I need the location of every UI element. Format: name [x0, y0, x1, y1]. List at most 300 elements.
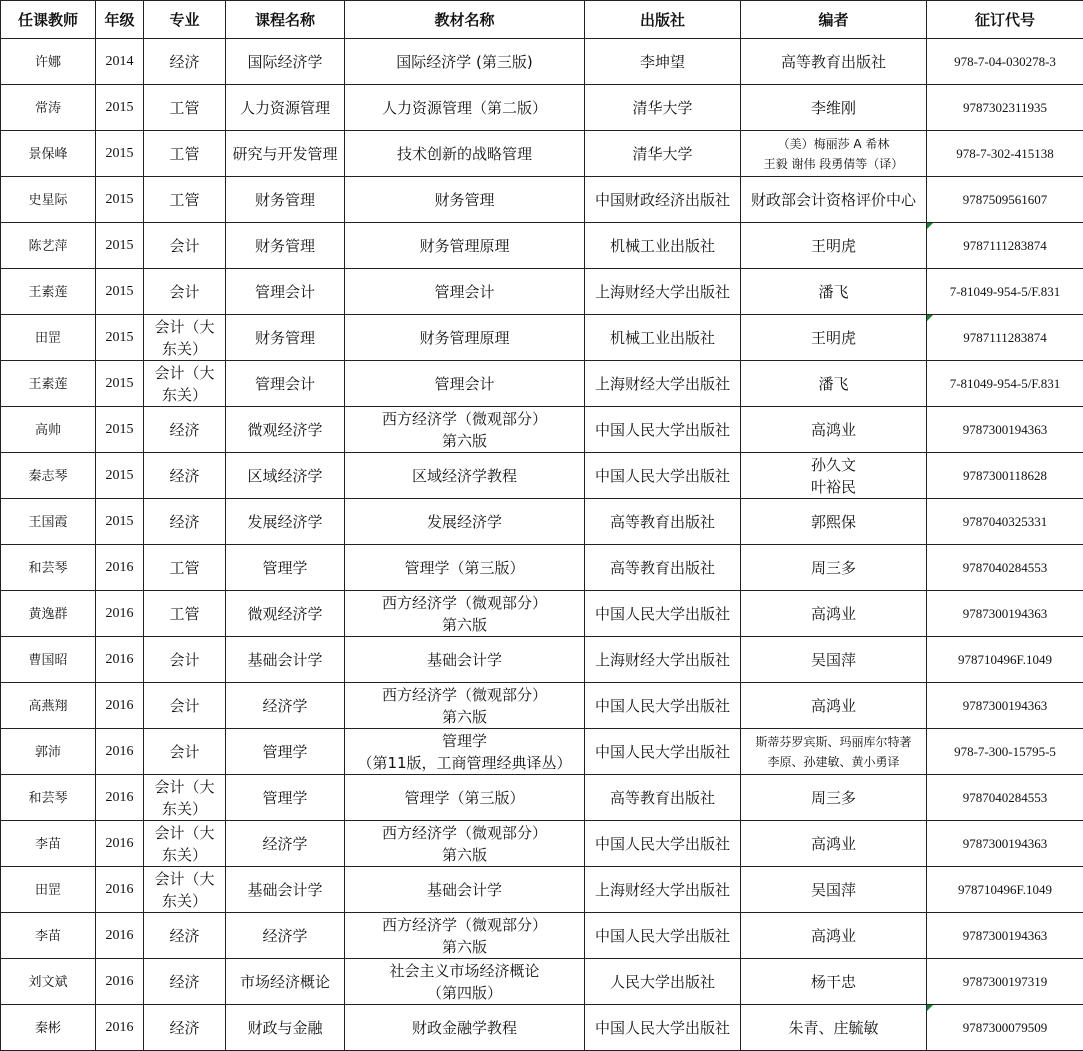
- cell-course: [226, 39, 345, 85]
- cell-grade-text: 2015: [105, 99, 134, 115]
- header-course: 课程名称: [226, 1, 345, 39]
- cell-course: [226, 1005, 345, 1051]
- cell-major-text: 会计（大 东关）: [154, 777, 215, 818]
- cell-teacher-text: 陈艺萍: [28, 237, 68, 253]
- cell-course: [226, 637, 345, 683]
- cell-course-text: 市场经济概论: [239, 972, 330, 991]
- cell-publisher: [585, 821, 741, 867]
- cell-major: [144, 821, 226, 867]
- cell-textbook-text: 国际经济学 (第三版): [396, 52, 533, 71]
- cell-textbook-text: 财政金融学教程: [411, 1018, 517, 1037]
- cell-teacher-text: 和芸琴: [28, 559, 68, 575]
- cell-author-text: 王明虎: [810, 236, 856, 255]
- comment-marker-icon: [927, 1005, 933, 1011]
- cell-textbook: [345, 959, 585, 1005]
- cell-teacher-text: 李苗: [34, 835, 61, 851]
- cell-course: [226, 959, 345, 1005]
- cell-order-code-text: 9787300194363: [962, 605, 1048, 621]
- cell-grade: [96, 545, 144, 591]
- cell-publisher: [585, 591, 741, 637]
- cell-major: [144, 85, 226, 131]
- table-row: [1, 591, 1083, 637]
- cell-author: [741, 223, 927, 269]
- cell-author-text: 高鸿业: [810, 926, 856, 945]
- cell-grade-text: 2016: [105, 881, 134, 897]
- cell-publisher-text: 中国人民大学出版社: [594, 742, 730, 761]
- cell-order-code-text: 978-7-300-15795-5: [954, 743, 1056, 759]
- cell-publisher-text: 中国人民大学出版社: [594, 466, 730, 485]
- cell-major-text: 会计: [169, 236, 200, 255]
- cell-course-text: 研究与开发管理: [232, 144, 338, 163]
- cell-teacher-text: 王国霞: [28, 513, 68, 529]
- cell-major-text: 工管: [169, 190, 200, 209]
- cell-teacher-text: 田罡: [34, 329, 61, 345]
- cell-teacher: [1, 867, 96, 913]
- cell-author-text: 杨干忠: [810, 972, 856, 991]
- cell-teacher-text: 王素莲: [28, 375, 68, 391]
- comment-marker-icon: [927, 315, 933, 321]
- cell-course: [226, 177, 345, 223]
- cell-grade-text: 2016: [105, 835, 134, 851]
- cell-publisher: [585, 223, 741, 269]
- cell-order-code-text: 978710496F.1049: [958, 651, 1052, 667]
- cell-order-code-text: 9787300194363: [962, 697, 1048, 713]
- cell-author: [741, 959, 927, 1005]
- cell-grade-text: 2015: [105, 145, 134, 161]
- cell-author-text: 郭熙保: [810, 512, 856, 531]
- cell-textbook: [345, 85, 585, 131]
- cell-course: [226, 407, 345, 453]
- cell-publisher: [585, 637, 741, 683]
- cell-course: [226, 591, 345, 637]
- cell-teacher-text: 田罡: [34, 881, 61, 897]
- cell-major: [144, 545, 226, 591]
- cell-major-text: 工管: [169, 558, 200, 577]
- cell-teacher: [1, 453, 96, 499]
- cell-grade: [96, 499, 144, 545]
- cell-teacher: [1, 591, 96, 637]
- cell-order-code-text: 9787302311935: [962, 99, 1048, 115]
- cell-teacher-text: 高帅: [34, 421, 61, 437]
- cell-major: [144, 637, 226, 683]
- table-row: [1, 131, 1083, 177]
- cell-course: [226, 683, 345, 729]
- cell-textbook-text: 技术创新的战略管理: [396, 144, 532, 163]
- cell-publisher-text: 高等教育出版社: [609, 558, 715, 577]
- cell-grade-text: 2015: [105, 375, 134, 391]
- cell-order-code: [927, 39, 1083, 85]
- cell-order-code: [927, 683, 1083, 729]
- cell-textbook-text: 西方经济学（微观部分） 第六版: [381, 823, 547, 864]
- cell-major-text: 经济: [169, 52, 200, 71]
- cell-grade: [96, 177, 144, 223]
- cell-order-code-text: 7-81049-954-5/F.831: [949, 375, 1061, 391]
- cell-publisher-text: 中国人民大学出版社: [594, 604, 730, 623]
- header-author: 编者: [741, 1, 927, 39]
- cell-publisher-text: 李坤望: [639, 52, 685, 71]
- cell-grade: [96, 131, 144, 177]
- cell-textbook-text: 西方经济学（微观部分） 第六版: [381, 685, 547, 726]
- cell-grade: [96, 39, 144, 85]
- cell-textbook-text: 管理学（第三版）: [404, 558, 525, 577]
- table-row: [1, 453, 1083, 499]
- cell-grade-text: 2016: [105, 651, 134, 667]
- cell-author: [741, 407, 927, 453]
- cell-publisher: [585, 407, 741, 453]
- cell-grade: [96, 1005, 144, 1051]
- cell-order-code: [927, 1005, 1083, 1051]
- cell-author-text: 斯蒂芬罗宾斯、玛丽库尔特著 李原、孙建敏、黄小勇译: [755, 734, 912, 769]
- cell-author-text: 高等教育出版社: [780, 52, 886, 71]
- cell-teacher: [1, 315, 96, 361]
- cell-publisher-text: 上海财经大学出版社: [594, 880, 730, 899]
- cell-grade: [96, 361, 144, 407]
- cell-major: [144, 453, 226, 499]
- cell-grade-text: 2016: [105, 973, 134, 989]
- cell-major-text: 经济: [169, 512, 200, 531]
- table-row: [1, 407, 1083, 453]
- cell-grade-text: 2015: [105, 237, 134, 253]
- cell-textbook-text: 西方经济学（微观部分） 第六版: [381, 409, 547, 450]
- cell-author-text: 吴国萍: [810, 650, 856, 669]
- cell-author-text: 潘飞: [818, 282, 849, 301]
- table-row: [1, 85, 1083, 131]
- cell-order-code: [927, 361, 1083, 407]
- cell-course-text: 经济学: [262, 926, 308, 945]
- header-major: 专业: [144, 1, 226, 39]
- cell-author: [741, 591, 927, 637]
- cell-order-code-text: 9787300118628: [962, 467, 1048, 483]
- cell-author-text: 高鸿业: [810, 420, 856, 439]
- table-row: [1, 545, 1083, 591]
- cell-course-text: 经济学: [262, 834, 308, 853]
- cell-order-code: [927, 177, 1083, 223]
- cell-teacher-text: 李苗: [34, 927, 61, 943]
- cell-grade-text: 2015: [105, 283, 134, 299]
- cell-grade-text: 2016: [105, 559, 134, 575]
- cell-major-text: 会计（大 东关）: [154, 317, 215, 358]
- table-row: [1, 177, 1083, 223]
- cell-teacher: [1, 499, 96, 545]
- cell-author-text: 财政部会计资格评价中心: [750, 190, 916, 209]
- cell-grade: [96, 223, 144, 269]
- cell-author: [741, 85, 927, 131]
- cell-major: [144, 867, 226, 913]
- table-row: [1, 959, 1083, 1005]
- cell-order-code: [927, 591, 1083, 637]
- cell-grade: [96, 269, 144, 315]
- cell-grade-text: 2016: [105, 605, 134, 621]
- cell-major-text: 工管: [169, 144, 200, 163]
- cell-publisher: [585, 545, 741, 591]
- cell-publisher: [585, 39, 741, 85]
- cell-textbook-text: 基础会计学: [426, 880, 502, 899]
- cell-teacher: [1, 269, 96, 315]
- cell-order-code-text: 9787111283874: [963, 329, 1047, 345]
- cell-textbook-text: 西方经济学（微观部分） 第六版: [381, 915, 547, 956]
- cell-major: [144, 499, 226, 545]
- cell-publisher: [585, 85, 741, 131]
- table-row: [1, 821, 1083, 867]
- table-row: [1, 315, 1083, 361]
- cell-order-code: [927, 821, 1083, 867]
- table-row: [1, 729, 1083, 775]
- cell-author-text: 孙久文 叶裕民: [810, 455, 856, 496]
- cell-author: [741, 453, 927, 499]
- cell-major: [144, 269, 226, 315]
- cell-course: [226, 269, 345, 315]
- cell-major: [144, 959, 226, 1005]
- cell-publisher-text: 中国财政经济出版社: [594, 190, 730, 209]
- cell-order-code: [927, 729, 1083, 775]
- cell-order-code: [927, 131, 1083, 177]
- cell-grade-text: 2016: [105, 927, 134, 943]
- cell-teacher: [1, 39, 96, 85]
- cell-textbook-text: 管理学（第三版）: [404, 788, 525, 807]
- cell-order-code: [927, 223, 1083, 269]
- cell-textbook-text: 管理会计: [434, 374, 495, 393]
- cell-textbook: [345, 407, 585, 453]
- cell-publisher: [585, 1005, 741, 1051]
- cell-course: [226, 499, 345, 545]
- cell-grade: [96, 591, 144, 637]
- cell-teacher-text: 郭沛: [34, 743, 61, 759]
- cell-textbook-text: 基础会计学: [426, 650, 502, 669]
- table-row: [1, 913, 1083, 959]
- cell-course: [226, 775, 345, 821]
- cell-order-code-text: 7-81049-954-5/F.831: [949, 283, 1061, 299]
- cell-publisher: [585, 867, 741, 913]
- cell-grade-text: 2015: [105, 329, 134, 345]
- cell-textbook: [345, 39, 585, 85]
- cell-textbook: [345, 361, 585, 407]
- cell-course: [226, 821, 345, 867]
- cell-author-text: 李维刚: [810, 98, 856, 117]
- cell-textbook: [345, 729, 585, 775]
- cell-grade-text: 2016: [105, 1019, 134, 1035]
- cell-course-text: 管理学: [262, 558, 308, 577]
- cell-major-text: 经济: [169, 420, 200, 439]
- cell-grade: [96, 637, 144, 683]
- cell-textbook: [345, 177, 585, 223]
- cell-publisher-text: 高等教育出版社: [609, 788, 715, 807]
- cell-teacher: [1, 131, 96, 177]
- cell-author-text: 高鸿业: [810, 834, 856, 853]
- cell-grade: [96, 315, 144, 361]
- cell-grade-text: 2016: [105, 697, 134, 713]
- cell-grade: [96, 821, 144, 867]
- cell-grade-text: 2016: [105, 743, 134, 759]
- table-row: [1, 867, 1083, 913]
- cell-major: [144, 1005, 226, 1051]
- cell-course-text: 管理学: [262, 788, 308, 807]
- table-row: [1, 1005, 1083, 1051]
- cell-teacher: [1, 775, 96, 821]
- cell-teacher-text: 刘文斌: [28, 973, 68, 989]
- cell-major: [144, 361, 226, 407]
- cell-major-text: 会计: [169, 696, 200, 715]
- cell-publisher: [585, 729, 741, 775]
- cell-publisher-text: 清华大学: [632, 144, 693, 163]
- cell-teacher-text: 和芸琴: [28, 789, 68, 805]
- cell-grade: [96, 453, 144, 499]
- cell-publisher-text: 清华大学: [632, 98, 693, 117]
- cell-teacher: [1, 683, 96, 729]
- cell-teacher-text: 王素莲: [28, 283, 68, 299]
- cell-textbook: [345, 1005, 585, 1051]
- cell-textbook: [345, 545, 585, 591]
- cell-textbook: [345, 453, 585, 499]
- cell-teacher-text: 许娜: [34, 53, 61, 69]
- table-row: [1, 269, 1083, 315]
- cell-course-text: 管理会计: [254, 374, 315, 393]
- cell-course: [226, 315, 345, 361]
- cell-major: [144, 591, 226, 637]
- cell-textbook: [345, 683, 585, 729]
- cell-teacher-text: 秦彬: [34, 1019, 61, 1035]
- cell-publisher: [585, 269, 741, 315]
- cell-order-code-text: 9787300194363: [962, 927, 1048, 943]
- cell-grade: [96, 683, 144, 729]
- header-teacher: 任课教师: [1, 1, 96, 39]
- cell-grade: [96, 867, 144, 913]
- cell-teacher: [1, 913, 96, 959]
- cell-course-text: 财务管理: [254, 190, 315, 209]
- cell-author-text: 高鸿业: [810, 604, 856, 623]
- cell-order-code: [927, 85, 1083, 131]
- cell-major-text: 会计: [169, 650, 200, 669]
- cell-major: [144, 223, 226, 269]
- cell-publisher-text: 中国人民大学出版社: [594, 926, 730, 945]
- cell-textbook-text: 管理会计: [434, 282, 495, 301]
- cell-textbook-text: 发展经济学: [426, 512, 502, 531]
- cell-author: [741, 315, 927, 361]
- cell-major-text: 经济: [169, 1018, 200, 1037]
- cell-textbook: [345, 315, 585, 361]
- cell-order-code-text: 9787040325331: [962, 513, 1048, 529]
- cell-publisher-text: 机械工业出版社: [609, 328, 715, 347]
- cell-teacher: [1, 545, 96, 591]
- cell-order-code-text: 9787509561607: [962, 191, 1048, 207]
- table-row: [1, 637, 1083, 683]
- cell-course-text: 发展经济学: [247, 512, 323, 531]
- cell-publisher: [585, 499, 741, 545]
- cell-course: [226, 545, 345, 591]
- cell-teacher: [1, 637, 96, 683]
- cell-major-text: 会计（大 东关）: [154, 869, 215, 910]
- cell-grade: [96, 959, 144, 1005]
- cell-publisher-text: 中国人民大学出版社: [594, 1018, 730, 1037]
- cell-author-text: 周三多: [810, 558, 856, 577]
- header-textbook: 教材名称: [345, 1, 585, 39]
- cell-order-code: [927, 407, 1083, 453]
- cell-major-text: 工管: [169, 98, 200, 117]
- cell-author-text: 王明虎: [810, 328, 856, 347]
- cell-author: [741, 1005, 927, 1051]
- cell-textbook-text: 管理学 （第11版，工商管理经典译丛）: [357, 731, 572, 772]
- cell-publisher-text: 中国人民大学出版社: [594, 834, 730, 853]
- cell-teacher: [1, 85, 96, 131]
- cell-publisher: [585, 683, 741, 729]
- cell-teacher-text: 常涛: [34, 99, 61, 115]
- cell-order-code-text: 9787300194363: [962, 835, 1048, 851]
- cell-publisher: [585, 959, 741, 1005]
- cell-grade: [96, 407, 144, 453]
- cell-order-code-text: 9787300079509: [962, 1019, 1048, 1035]
- cell-textbook: [345, 821, 585, 867]
- cell-course-text: 微观经济学: [247, 420, 323, 439]
- cell-publisher-text: 上海财经大学出版社: [594, 374, 730, 393]
- cell-teacher: [1, 729, 96, 775]
- cell-textbook: [345, 131, 585, 177]
- cell-course-text: 财务管理: [254, 328, 315, 347]
- cell-major: [144, 177, 226, 223]
- cell-course-text: 基础会计学: [247, 650, 323, 669]
- header-row: [1, 1, 1083, 39]
- cell-teacher-text: 高燕翔: [28, 697, 68, 713]
- cell-author-text: 高鸿业: [810, 696, 856, 715]
- cell-order-code: [927, 959, 1083, 1005]
- cell-textbook-text: 区域经济学教程: [411, 466, 517, 485]
- table-row: [1, 39, 1083, 85]
- cell-textbook: [345, 269, 585, 315]
- cell-author-text: 吴国萍: [810, 880, 856, 899]
- cell-course-text: 经济学: [262, 696, 308, 715]
- table-row: [1, 223, 1083, 269]
- cell-major: [144, 775, 226, 821]
- cell-course-text: 国际经济学: [247, 52, 323, 71]
- cell-author: [741, 775, 927, 821]
- cell-textbook-text: 财务管理原理: [419, 236, 510, 255]
- cell-course-text: 管理会计: [254, 282, 315, 301]
- cell-author: [741, 821, 927, 867]
- cell-author: [741, 361, 927, 407]
- cell-order-code-text: 978710496F.1049: [958, 881, 1052, 897]
- cell-major-text: 会计: [169, 742, 200, 761]
- cell-textbook: [345, 637, 585, 683]
- cell-major: [144, 131, 226, 177]
- cell-order-code-text: 9787300197319: [962, 973, 1048, 989]
- cell-grade: [96, 729, 144, 775]
- cell-course-text: 微观经济学: [247, 604, 323, 623]
- cell-teacher-text: 曹国昭: [28, 651, 68, 667]
- cell-grade-text: 2015: [105, 191, 134, 207]
- cell-publisher-text: 上海财经大学出版社: [594, 650, 730, 669]
- cell-textbook: [345, 499, 585, 545]
- cell-textbook: [345, 867, 585, 913]
- cell-course: [226, 361, 345, 407]
- cell-author: [741, 177, 927, 223]
- cell-order-code: [927, 867, 1083, 913]
- cell-teacher-text: 景保峰: [28, 145, 68, 161]
- table-row: [1, 683, 1083, 729]
- cell-order-code: [927, 315, 1083, 361]
- cell-publisher-text: 中国人民大学出版社: [594, 696, 730, 715]
- cell-teacher: [1, 1005, 96, 1051]
- cell-grade: [96, 775, 144, 821]
- cell-major-text: 会计（大 东关）: [154, 823, 215, 864]
- cell-course-text: 财政与金融: [247, 1018, 323, 1037]
- cell-publisher-text: 中国人民大学出版社: [594, 420, 730, 439]
- cell-teacher-text: 黄逸群: [28, 605, 68, 621]
- cell-publisher: [585, 361, 741, 407]
- cell-publisher: [585, 775, 741, 821]
- cell-major-text: 会计（大 东关）: [154, 363, 215, 404]
- cell-major: [144, 913, 226, 959]
- cell-major: [144, 39, 226, 85]
- cell-grade-text: 2016: [105, 789, 134, 805]
- cell-publisher-text: 高等教育出版社: [609, 512, 715, 531]
